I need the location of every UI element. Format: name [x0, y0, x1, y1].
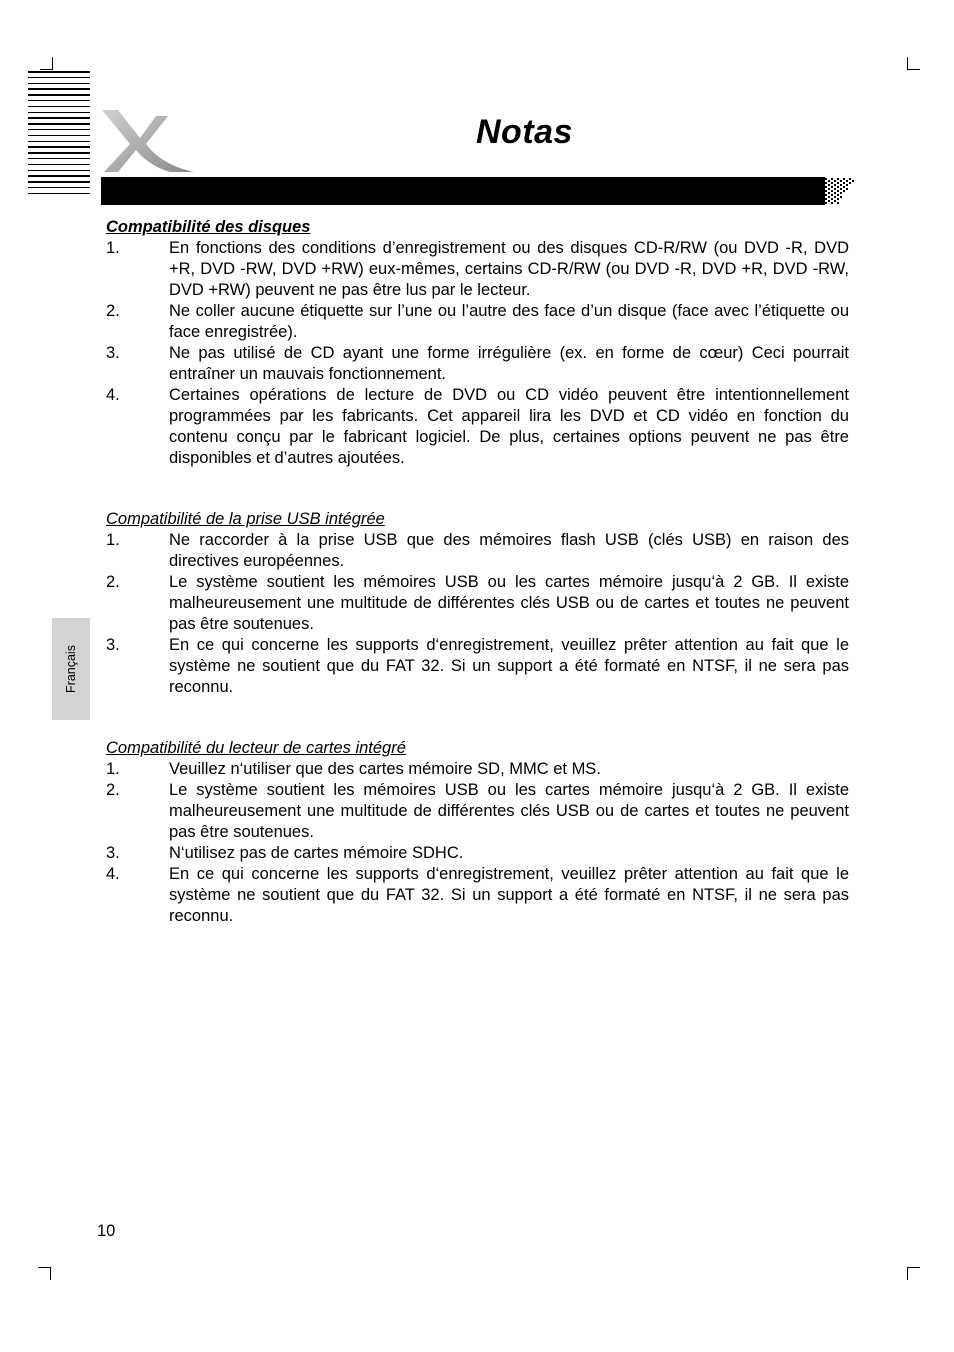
list-item: 4. En ce qui concerne les supports d‘enregistrement, veuillez prêter attention au fait que le système ne soutient que du FAT 32. Si un support a été formaté en NTSF, il ne sera pas reconnu.	[106, 865, 849, 925]
list-item: 1. Veuillez n‘utiliser que des cartes mémoire SD, MMC et MS.	[106, 760, 601, 778]
section-title-usb-compatibility: Compatibilité de la prise USB intégrée	[106, 510, 385, 528]
page-title: Notas	[476, 113, 573, 151]
list-item: 4. Certaines opérations de lecture de DVD ou CD vidéo peuvent être intentionnellement programmées par les fabricants. Cet appareil lira les DVD et CD vidéo en fonction du contenu conçu par le fabricant logiciel. De plus, certaines options peuvent ne pas être disponibles et d’autres ajoutées.	[106, 386, 849, 467]
list-item: 1. En fonctions des conditions d’enregistrement ou des disques CD-R/RW (ou DVD -R, DVD +R, DVD -RW, DVD +RW) eux-mêmes, certains CD-R/RW (ou DVD -R, DVD +R, DVD -RW, DVD +RW) peuvent ne pas être lus par le lecteur.	[106, 239, 849, 299]
logo-stripes	[28, 71, 90, 201]
crop-mark-bottom-right	[907, 1267, 920, 1280]
list-item: 1. Ne raccorder à la prise USB que des mémoires flash USB (clés USB) en raison des directives européennes.	[106, 531, 849, 570]
crop-mark-top-left	[40, 57, 53, 70]
title-bar	[101, 177, 825, 205]
section-title-disc-compatibility: Compatibilité des disques	[106, 218, 311, 236]
language-side-tab	[52, 618, 90, 720]
language-side-tab-label: Français	[64, 645, 78, 693]
title-bar-dot-pattern	[818, 177, 858, 205]
brand-x-logo	[96, 108, 196, 176]
notes-content	[106, 217, 849, 927]
list-item: 2. Ne coller aucune étiquette sur l’une ou l’autre des face d’un disque (face avec l’étiquette ou face enregistrée).	[106, 302, 849, 341]
list-item: 3. Ne pas utilisé de CD ayant une forme irrégulière (ex. en forme de cœur) Ceci pourrait entraîner un mauvais fonctionnement.	[106, 344, 849, 383]
section-title-card-reader-compatibility: Compatibilité du lecteur de cartes intégré	[106, 739, 406, 757]
list-item: 2. Le système soutient les mémoires USB ou les cartes mémoire jusqu‘à 2 GB. Il existe malheureusement une multitude de différentes clés USB ou de cartes et toutes ne peuvent pas être soutenues.	[106, 781, 849, 841]
list-item: 3. N‘utilisez pas de cartes mémoire SDHC.	[106, 844, 464, 862]
page-number: 10	[97, 1222, 116, 1240]
usb-compatibility-list	[106, 530, 849, 698]
card-reader-compatibility-list	[106, 759, 849, 927]
disc-compatibility-list	[106, 238, 849, 469]
crop-mark-top-right	[907, 57, 920, 70]
list-item: 2. Le système soutient les mémoires USB ou les cartes mémoire jusqu‘à 2 GB. Il existe malheureusement une multitude de différentes clés USB ou de cartes et toutes ne peuvent pas être soutenues.	[106, 573, 849, 633]
crop-mark-bottom-left	[38, 1267, 51, 1280]
list-item: 3. En ce qui concerne les supports d‘enregistrement, veuillez prêter attention au fait que le système ne soutient que du FAT 32. Si un support a été formaté en NTSF, il ne sera pas reconnu.	[106, 636, 849, 696]
